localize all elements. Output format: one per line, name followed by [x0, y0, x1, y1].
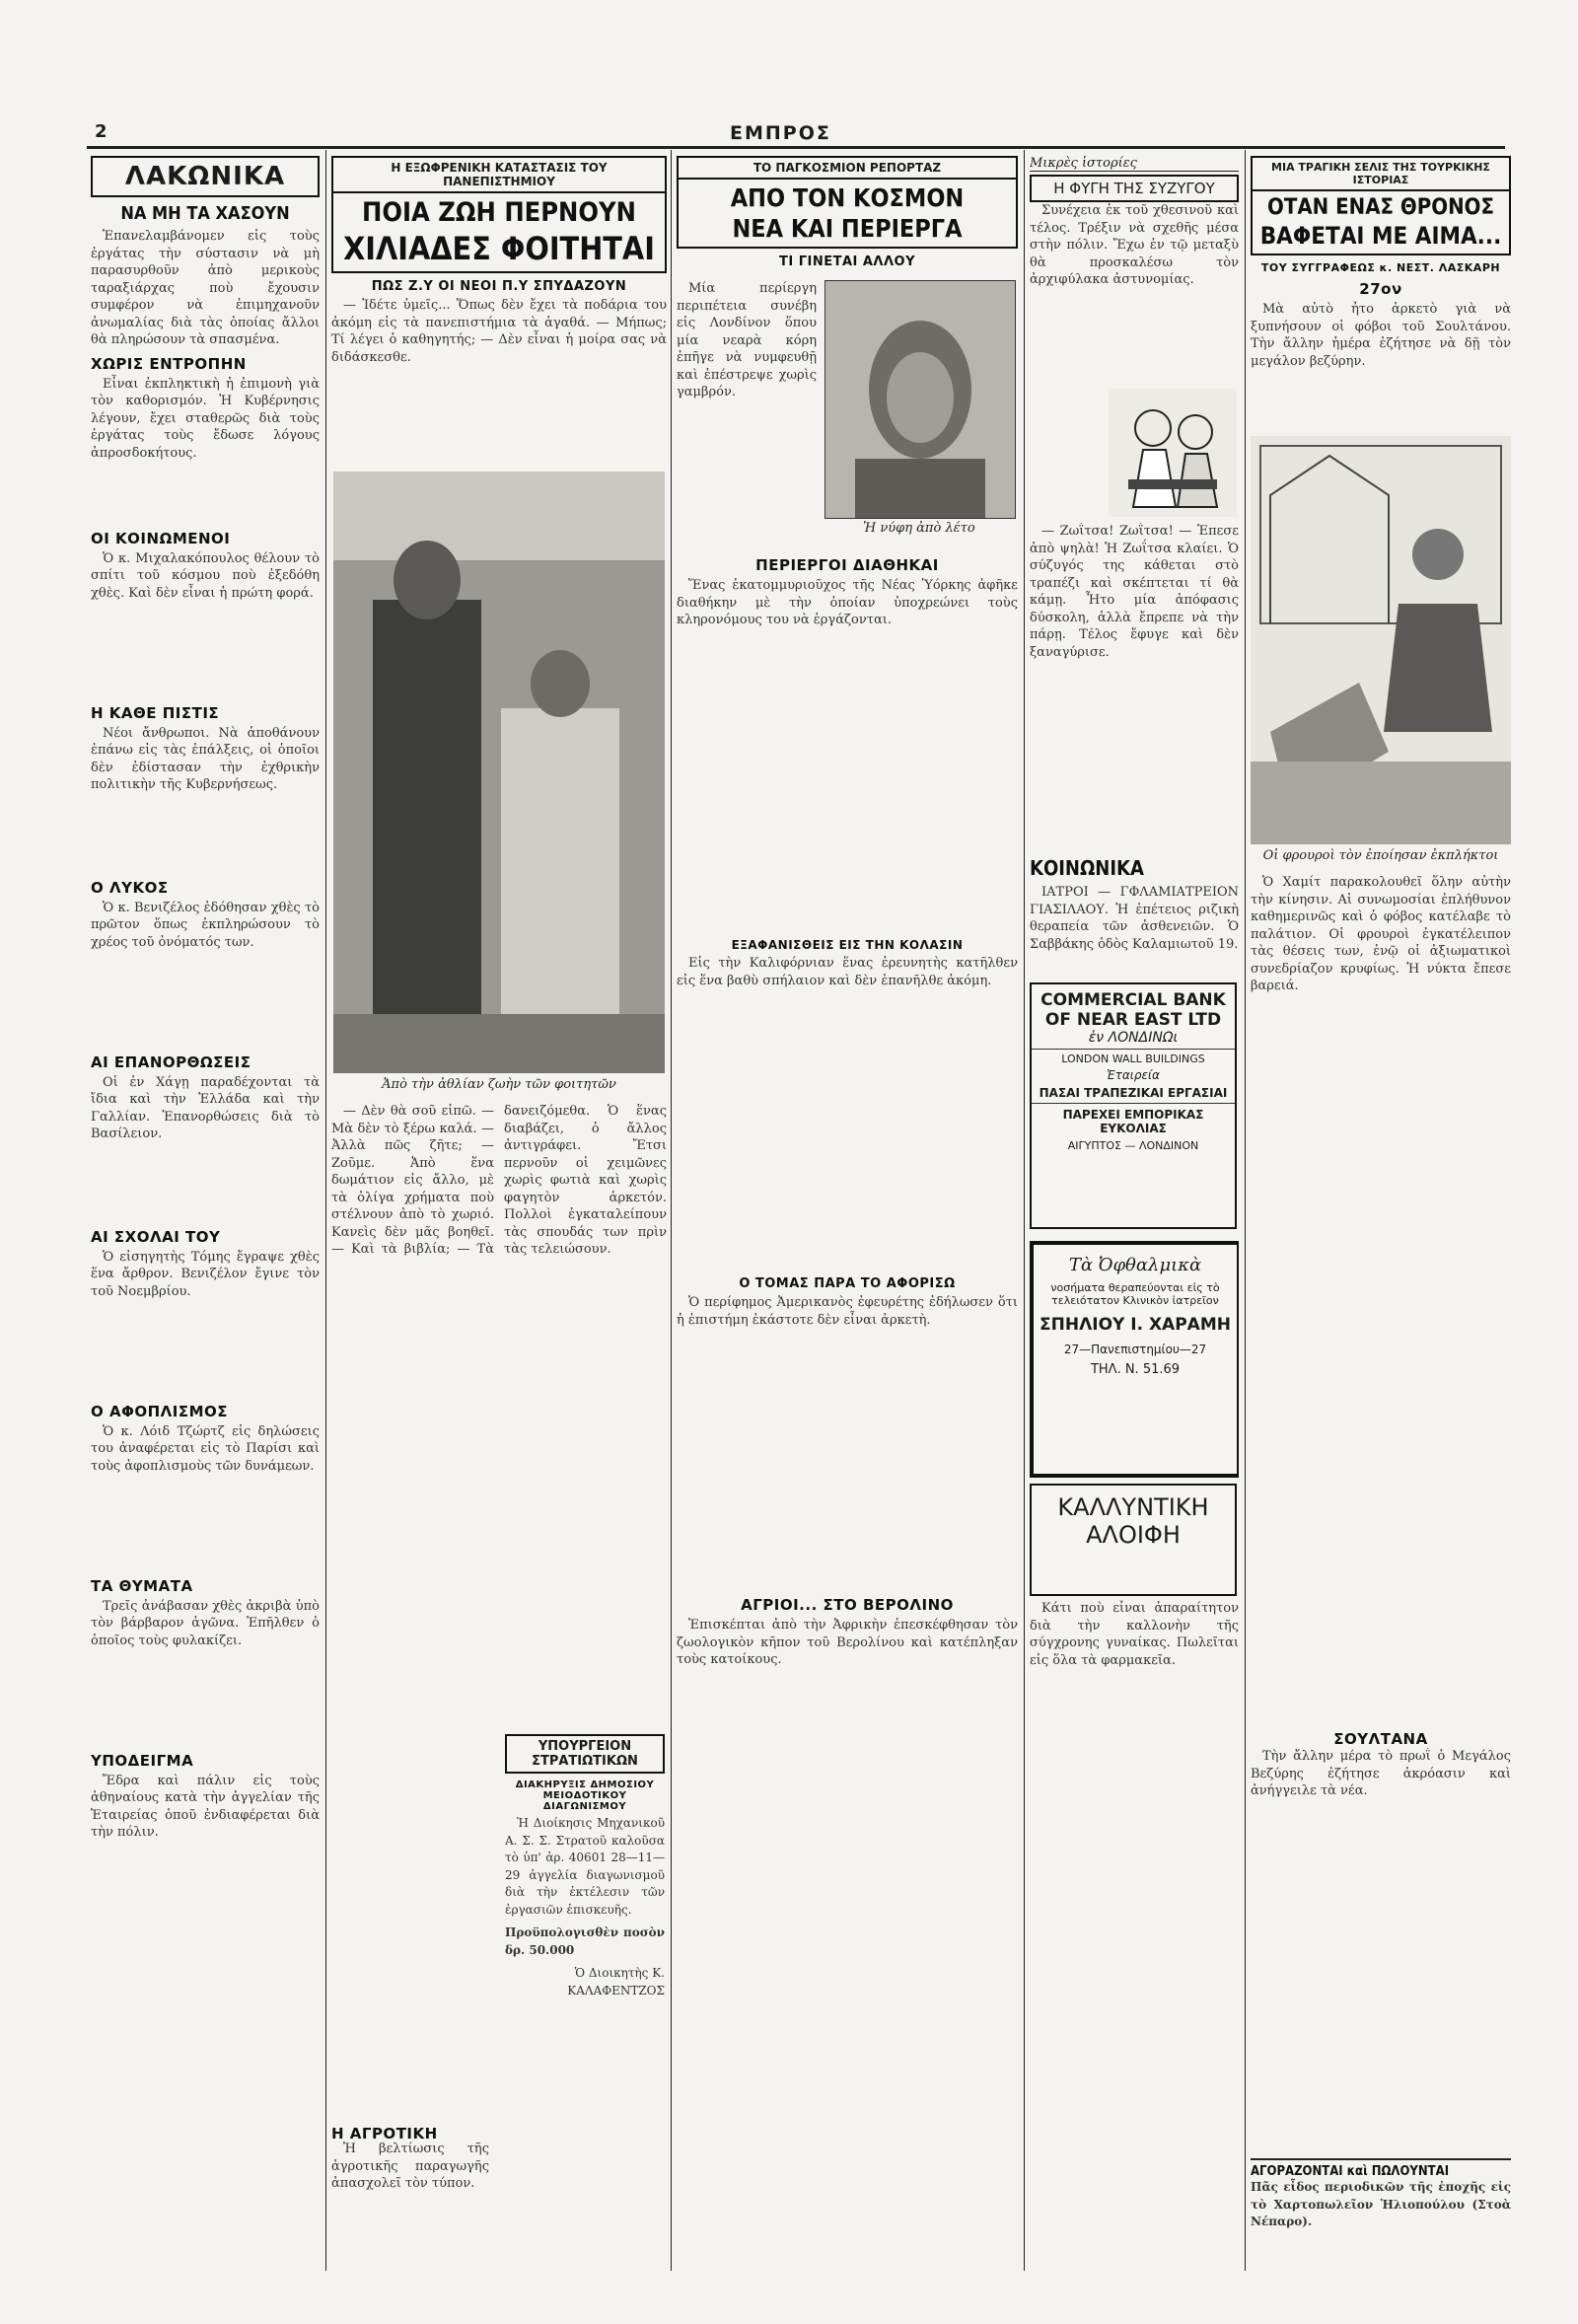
headline-line-1: ΟΤΑΝ ΕΝΑΣ ΘΡΟΝΟΣ	[1267, 195, 1494, 220]
headline-line-2: ΒΑΦΕΤΑΙ ΜΕ ΑΙΜΑ...	[1259, 222, 1502, 250]
bank-name-line-2: OF NEAR EAST LTD	[1044, 1010, 1222, 1030]
stories-kicker: Μικρὲς ἱστορίες	[1030, 156, 1239, 172]
column-lakonika	[91, 156, 320, 2267]
eye-phone: ΤΗΛ. Ν. 51.69	[1090, 1362, 1181, 1377]
column-world-news	[677, 156, 1018, 2267]
section-tomas: Ο ΤΟΜΑΣ ΠΑΡΑ ΤΟ ΑΦΟΡΙΣΩ	[739, 1276, 956, 1291]
headline-na-mi-ta-xasoun: ΝΑ ΜΗ ΤΑ ΧΑΣΟΥΝ	[120, 203, 290, 224]
brief-body: Ὁ κ. Μιχαλακόπουλος θέλουν τὸ σπίτι τοῦ κόσμου ποὺ ἐξεδόθη χθὲς. Καὶ δὲν εἶναι ἡ πρώτη φορά.	[91, 550, 320, 601]
brief-title: ΧΩΡΙΣ ΕΝΤΡΟΠΗΝ	[91, 354, 247, 373]
column-divider	[671, 150, 672, 2271]
ointment-ad	[1030, 1484, 1237, 1596]
brief-title: Ο ΛΥΚΟΣ	[91, 878, 169, 897]
headline-line-2: ΧΙΛΙΑΔΕΣ ΦΟΙΤΗΤΑΙ	[343, 230, 655, 267]
brief-title: ΑΙ ΕΠΑΝΟΡΘΩΣΕΙΣ	[91, 1053, 251, 1071]
children-drawing	[1109, 389, 1237, 517]
kicker-turkish: ΜΙΑ ΤΡΑΓΙΚΗ ΣΕΛΙΣ ΤΗΣ ΤΟΥΡΚΙΚΗΣ ΙΣΤΟΡΙΑΣ	[1251, 156, 1511, 191]
column-divider	[1024, 150, 1025, 2271]
bride-portrait	[825, 280, 1016, 519]
headline-students	[331, 193, 667, 273]
lead-paragraph: Ἐπανελαμβάνομεν εἰς τοὺς ἐργάτας τὴν σύστασιν νὰ μὴ παρασυρθοῦν ἀπὸ μερικοὺς ταραξιάρχας ποὺ ἔχουσιν συμφέρον νὰ ἐπιμηχανοῦν ἀνωμαλίας διὰ τὰς ὁποίας ἄλλοι θὰ πληρώσουν τὰ σπασμένα.	[91, 229, 320, 347]
military-notice	[505, 1734, 665, 2109]
children-drawing-art	[1109, 389, 1237, 517]
eye-doctor: ΣΠΗΛΙΟΥ Ι. ΧΑΡΑΜΗ	[1040, 1315, 1231, 1335]
guards-caption: Οἱ φρουροὶ τὸν ἐποίησαν ἐκπλήκτοι	[1262, 848, 1499, 863]
bank-divider	[1032, 1049, 1235, 1050]
kicker-world: ΤΟ ΠΑΓΚΟΣΜΙΟΝ ΡΕΠΟΡΤΑΖ	[677, 156, 1018, 180]
soultana-body: Τὴν ἄλλην μέρα τὸ πρωΐ ὁ Μεγάλος Βεζύρης ἐζήτησε ἀκρόασιν καὶ ἀνήγγειλε τὰ νέα.	[1251, 1749, 1511, 1798]
ointment-title-1: ΚΑΛΛΥΝΤΙΚΗ	[1057, 1493, 1209, 1521]
brief-title: ΤΑ ΘΥΜΑΤΑ	[91, 1576, 193, 1595]
students-photo	[333, 472, 665, 1073]
section-savages: ΑΓΡΙΟΙ... ΣΤΟ ΒΕΡΟΛΙΝΟ	[741, 1596, 954, 1614]
column-turkish-history	[1251, 156, 1511, 2267]
bride-portrait-art	[825, 281, 1015, 518]
headline-line-1: ΠΟΙΑ ΖΩΗ ΠΕΡΝΟΥΝ	[362, 197, 636, 228]
story-middle: — Ζωΐτσα! Ζωΐτσα! — Ἐπεσε ἀπὸ ψηλὰ! Ἡ Ζωΐτσα κλαίει. Ὁ σύζυγός της κάθεται στὸ τραπέζι καὶ σκέπτεται τί θὰ κάμῃ. Ἦτο μία ἀπόφασις δύσκολη, ἀλλὰ ἔπρεπε νὰ τὴν πάρῃ. Τέλος ἔφυγε καὶ δὲν ξαναγύρισε.	[1030, 524, 1239, 660]
headline-line-2: ΝΕΑ ΚΑΙ ΠΕΡΙΕΡΓΑ	[732, 214, 963, 243]
eye-text: νοσήματα θεραπεύονται εἰς τὸ τελειότατον Κλινικὸν ἰατρεῖον	[1050, 1281, 1220, 1307]
bank-address: LONDON WALL BUILDINGS	[1061, 1053, 1205, 1065]
bank-facilities: ΠΑΡΕΧΕΙ ΕΜΠΟΡΙΚΑΣ ΕΥΚΟΛΙΑΣ	[1062, 1108, 1204, 1135]
section-header-lakonika: ΛΑΚΩΝΙΚΑ	[91, 156, 320, 197]
brief-body: Νέοι ἄνθρωποι. Νὰ ἀποθάνουν ἐπάνω εἰς τὰς ἐπάλξεις, οἱ ὁποῖοι δὲν ἐδίστασαν τὴν ἐχθρικὴν πολιτικὴν τῆς Κυβερνήσεως.	[91, 725, 320, 792]
turkish-body: Ὁ Χαμίτ παρακολουθεῖ ὅλην αὐτὴν τὴν κίνησιν. Αἱ συνωμοσίαι ἐπλήθυνον καθημερινῶς καὶ ὁ φόβος κατέλαβε τὸ παλάτιον. Οἱ φρουροὶ ἐγκατέλειπον τὰς θέσεις των, ἐνῷ οἱ ἀξιωματικοὶ συνεδρίαζον κρυφίως. Ἡ νύκτα ἔπεσε βαρειά.	[1251, 875, 1511, 993]
ointment-title-2: ΑΛΟΙΦΗ	[1086, 1521, 1181, 1549]
turkish-intro: Μὰ αὐτὸ ἦτο ἀρκετὸ γιὰ νὰ ξυπνήσουν οἱ φόβοι τοῦ Σουλτάνου. Τὴν ἄλλην ἡμέρα ἐζήτησε νὰ δῇ τὸν μεγάλον βεζύρην.	[1251, 302, 1511, 369]
paper-name: ΕΜΠΡΟΣ	[730, 122, 831, 144]
periodicals-text: Πᾶς εἶδος περιοδικῶν τῆς ἐποχῆς εἰς τὸ Χαρτοπωλεῖον Ἡλιοπούλου (Στοὰ Νέπαρο).	[1251, 2180, 1511, 2228]
notice-body: Ἡ Διοίκησις Μηχανικοῦ Α. Σ. Σ. Στρατοῦ καλοῦσα τὸ ὑπ' ἀρ. 40601 28—11—29 ἀγγελία διαγωνισμοῦ διὰ τὴν ἐκτέλεσιν τῶν ἐργασιῶν ἐπισκευῆς.	[505, 1816, 665, 1917]
story-top: Συνέχεια ἐκ τοῦ χθεσινοῦ καὶ τέλος. Τρέξιν νὰ σχεθῆς μέσα στὴν πόλιν. Ἔχω ἐν τῷ μεταξὺ θὰ προσκαλέσω τὸν ἀρχιφύλακα ἀστυνομίας.	[1030, 203, 1239, 287]
column-short-stories	[1030, 156, 1239, 2267]
periodicals-title: ΑΓΟΡΑΖΟΝΤΑΙ καὶ ΠΩΛΟΥΝΤΑΙ	[1251, 2164, 1450, 2179]
koinonika-body: ΙΑΤΡΟΙ — ΓΦΛΑΜΙΑΤΡΕΙΟΝ ΓΙΑΣΙΛΑΟΥ. Ἡ ἐπέτειος ριζικὴ θεραπεία τῶν ἀσθενειῶν. Ὁ Σαββάκης ὁδὸς Καλαμιωτοῦ 19.	[1030, 885, 1239, 952]
headline-world	[677, 180, 1018, 249]
eye-address: 27—Πανεπιστημίου—27	[1063, 1343, 1207, 1356]
notice-title: ΥΠΟΥΡΓΕΙΟΝ ΣΤΡΑΤΙΩΤΙΚΩΝ	[505, 1734, 665, 1774]
koinonika-title: ΚΟΙΝΩΝΙΚΑ	[1030, 856, 1144, 880]
agrotiki-body: Ἡ βελτίωσις τῆς ἀγροτικῆς παραγωγῆς ἀπασχολεῖ τὸν τύπον.	[331, 2142, 489, 2191]
periodicals-ad	[1251, 2158, 1511, 2259]
bank-company: Ἑταιρεία	[1107, 1068, 1160, 1082]
column-divider	[325, 150, 326, 2271]
subhead-students: ΠΩΣ Ζ.Υ ΟΙ ΝΕΟΙ Π.Υ ΣΠΥΔΑΖΟΥΝ	[371, 279, 627, 294]
brief-body: Ὁ εἰσηγητὴς Τόμης ἔγραψε χθὲς ἕνα ἄρθρον. Βενιζέλον ἔγινε τὸν τοῦ Νοεμβρίου.	[91, 1249, 320, 1299]
section-curious-wills-body: Ἕνας ἑκατομμυριοῦχος τῆς Νέας Ὑόρκης ἀφῆκε διαθήκην μὲ τὴν ὁποίαν ὑποχρεώνει τοὺς κληρονόμους του νὰ ἐργάζονται.	[677, 578, 1018, 627]
bank-services: ΠΑΣΑΙ ΤΡΑΠΕΖΙΚΑΙ ΕΡΓΑΣΙΑΙ	[1039, 1086, 1228, 1100]
students-lead: — Ἰδέτε ὑμεῖς... Ὅπως δὲν ἔχει τὰ ποδάρια του ἀκόμη εἰς τὰ πανεπιστήμια τὰ ἀγαθά. — Μήπως; Τί λέγει ὁ καθηγητής; — Δὲν εἶναι ἡ μοίρα σας νὰ διδάσκεσθε.	[331, 298, 667, 365]
students-photo-art	[333, 472, 665, 1073]
notice-subtitle: ΔΙΑΚΗΡΥΞΙΣ ΔΗΜΟΣΙΟΥ ΜΕΙΟΔΟΤΙΚΟΥ ΔΙΑΓΩΝΙΣΜΟΥ	[515, 1779, 655, 1812]
brief-title: ΑΙ ΣΧΟΛΑΙ ΤΟΥ	[91, 1227, 221, 1246]
ointment-body: Κάτι ποὺ εἶναι ἀπαραίτητον διὰ τὴν καλλονὴν τῆς σύγχρονης γυναίκας. Πωλεῖται εἰς ὅλα τὰ φαρμακεῖα.	[1030, 1601, 1239, 1668]
eye-clinic-ad	[1030, 1241, 1239, 1478]
commercial-bank-ad	[1030, 982, 1237, 1229]
bank-name-line-1: COMMERCIAL BANK	[1040, 990, 1226, 1010]
brief-body: Οἱ ἐν Χάγῃ παραδέχονται τὰ ἴδια καὶ τὴν Ἑλλάδα καὶ τὴν Γαλλίαν. Ἐπανορθώσεις διὰ τὸ Βασίλειον.	[91, 1074, 320, 1141]
section-curious-wills: ΠΕΡΙΕΡΓΟΙ ΔΙΑΘΗΚΑΙ	[755, 556, 939, 574]
bride-caption: Ἡ νύφη ἀπὸ λέτο	[863, 521, 975, 536]
bank-branches: ΑΙΓΥΠΤΟΣ — ΛΟΝΔΙΝΟΝ	[1067, 1139, 1199, 1152]
guards-illustration	[1251, 436, 1511, 844]
headline-wife-escape: Η ΦΥΓΗ ΤΗΣ ΣΥΖΥΓΟΥ	[1030, 175, 1239, 202]
headline-throne	[1251, 191, 1511, 255]
brief-body: Ἔδρα καὶ πάλιν εἰς τοὺς ἀθηναίους κατὰ τὴν ἀγγελίαν τῆς Ἑταιρείας ὁποῦ ἐνδιαφέρεται διὰ τὴν πόλιν.	[91, 1773, 320, 1840]
section-savages-body: Ἐπισκέπται ἀπὸ τὴν Ἀφρικὴν ἐπεσκέφθησαν τὸν ζωολογικὸν κῆπον τοῦ Βερολίνου καὶ κατέπληξαν τοὺς κατοίκους.	[677, 1618, 1018, 1667]
instalment-number: 27ον	[1359, 280, 1402, 298]
column-divider	[1245, 150, 1246, 2271]
world-sections	[677, 550, 1018, 2257]
brief-title: Ο ΑΦΟΠΛΙΣΜΟΣ	[91, 1402, 229, 1420]
notice-price: Προϋπολογισθὲν ποσὸν δρ. 50.000	[505, 1925, 665, 1957]
section-vanished: ΕΞΑΦΑΝΙΣΘΕΙΣ ΕΙΣ ΤΗΝ ΚΟΛΑΣΙΝ	[731, 938, 964, 952]
eye-title: Τὰ Ὀφθαλμικὰ	[1068, 1255, 1202, 1275]
news-briefs	[91, 355, 320, 1921]
brief-body: Ὁ κ. Βενιζέλος ἐδόθησαν χθὲς τὸ πρῶτον ὅπως ἐκπληρώσουν τὸ χρέος τοῦ ὀνόματός των.	[91, 900, 320, 950]
brief-title: Η ΚΑΘΕ ΠΙΣΤΙΣ	[91, 703, 220, 722]
bank-city: ἐν ΛΟΝΔΙΝΩι	[1088, 1030, 1179, 1046]
section-soultana: ΣΟΥΛΤΑΝΑ	[1333, 1730, 1428, 1748]
section-tomas-body: Ὁ περίφημος Ἀμερικανὸς ἐφευρέτης ἐδήλωσεν ὅτι ἡ ἐπιστήμη ἐκάστοτε δὲν εἶναι ἀρκετὴ.	[677, 1295, 1018, 1328]
brief-body: Τρεῖς ἀνάβασαν χθὲς ἀκριβὰ ὑπὸ τὸν βάρβαρον ἀγῶνα. Ἐπῆλθεν ὁ ὁποῖος τοὺς φυλακίζει.	[91, 1598, 320, 1648]
guards-illustration-art	[1251, 436, 1511, 844]
kicker-university: Η ΕΞΩΦΡΕΝΙΚΗ ΚΑΤΑΣΤΑΣΙΣ ΤΟΥ ΠΑΝΕΠΙΣΤΗΜΙΟΥ	[331, 156, 667, 193]
notice-signature: Ὁ Διοικητὴς Κ. ΚΑΛΑΦΕΝΤΖΟΣ	[567, 1966, 665, 1997]
bank-divider	[1032, 1103, 1235, 1104]
byline: ΤΟΥ ΣΥΓΓΡΑΦΕΩΣ κ. ΝΕΣΤ. ΛΑΣΚΑΡΗ	[1260, 261, 1501, 274]
brief-title: ΟΙ ΚΟΙΝΩΜΕΝΟΙ	[91, 529, 231, 547]
world-lead: Μία περίεργη περιπέτεια συνέβη εἰς Λονδίνον ὅπου μία νεαρὰ κόρη ἐπῆγε νὰ νυμφευθῇ καὶ ἐπέστρεψε χωρὶς γαμβρόν.	[677, 281, 817, 399]
agrotiki-title: Η ΑΓΡΟΤΙΚΗ	[331, 2125, 438, 2142]
brief-body: Ὁ κ. Λόιδ Τζώρτζ εἰς δηλώσεις του ἀναφέρεται εἰς τὸ Παρίσι καὶ τοὺς ἀφοπλισμοὺς τῶν δυνάμεων.	[91, 1423, 320, 1474]
brief-title: ΥΠΟΔΕΙΓΜΑ	[91, 1751, 194, 1770]
section-vanished-body: Εἰς τὴν Καλιφόρνιαν ἕνας ἐρευνητὴς κατῆλθεν εἰς ἕνα βαθὺ σπήλαιον καὶ δὲν ἐπανῆλθε ἀκόμη.	[677, 956, 1018, 988]
masthead-rule	[87, 146, 1505, 149]
brief-body: Εἶναι ἐκπληκτικὴ ἡ ἐπιμονὴ γιὰ τὸν καθορισμόν. Ἡ Κυβέρνησις λέγουν, ἔχει σταθερῶς διὰ τοὺς ἐργάτας τοὺς ἔδωσε λόγους ἀπροσδοκήτους.	[91, 376, 320, 461]
column-students	[331, 156, 667, 2267]
headline-line-1: ΑΠΟ ΤΟΝ ΚΟΣΜΟΝ	[730, 183, 965, 212]
subhead-world: ΤΙ ΓΙΝΕΤΑΙ ΑΛΛΟΥ	[778, 254, 916, 269]
students-body: — Δὲν θὰ σοῦ εἰπῶ. — Μὰ δὲν τὸ ξέρω καλά. — Ἀλλὰ πῶς ζῆτε; — Ζοῦμε. Ἀπὸ ἕνα δωμάτιον εἰς ἄλλο, μὲ τὰ ὀλίγα χρήματα ποὺ στέλνουν ἀπὸ τὸ χωριό. Κανεὶς δὲν μᾶς βοηθεῖ. — Καὶ τὰ βιβλία; — Τὰ δανειζόμεθα. Ὁ ἕνας διαβάζει, ὁ ἄλλος ἀντιγράφει. Ἔτσι περνοῦν οἱ χειμῶνες χωρὶς φωτιὰ καὶ χωρὶς φαγητὸν ἀρκετόν. Πολλοὶ ἐγκαταλείπουν τὰς σπουδάς των πρὶν τὰς τελειώσουν.	[331, 1104, 667, 1257]
students-photo-caption: Ἀπὸ τὴν ἀθλίαν ζωὴν τῶν φοιτητῶν	[382, 1077, 616, 1092]
page-number: 2	[95, 121, 108, 142]
